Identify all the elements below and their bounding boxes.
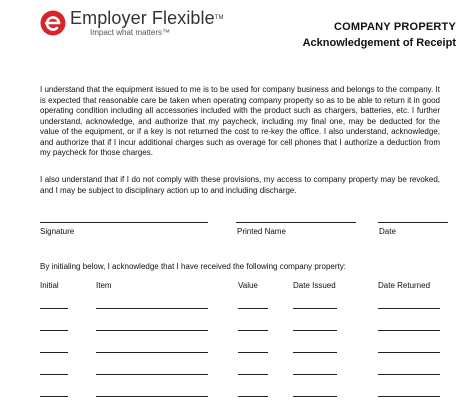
blank-date-returned-line[interactable] bbox=[378, 396, 440, 397]
blank-date-returned-line[interactable] bbox=[378, 352, 440, 353]
blank-date-issued-line[interactable] bbox=[293, 396, 337, 397]
date-label: Date bbox=[379, 227, 396, 236]
column-header-initial: Initial bbox=[40, 281, 59, 290]
blank-date-returned-line[interactable] bbox=[378, 374, 440, 375]
column-header-value: Value bbox=[238, 281, 258, 290]
company-logo bbox=[40, 8, 224, 38]
blank-value-line[interactable] bbox=[238, 374, 268, 375]
column-header-date-issued: Date Issued bbox=[293, 281, 336, 290]
signature-line[interactable] bbox=[40, 222, 208, 223]
blank-value-line[interactable] bbox=[238, 352, 268, 353]
blank-initial-line[interactable] bbox=[40, 396, 68, 397]
brand-name: Employer Flexible™ bbox=[70, 8, 224, 28]
printed-name-line[interactable] bbox=[236, 222, 356, 223]
agreement-paragraph-2: I also understand that if I do not comply with these provisions, my access to company property may be revoked, and I may be subject to disciplinary action up to and including discharge. bbox=[40, 175, 440, 195]
column-header-item: Item bbox=[96, 281, 112, 290]
blank-initial-line[interactable] bbox=[40, 352, 68, 353]
column-header-date-returned: Date Returned bbox=[378, 281, 431, 290]
date-line[interactable] bbox=[378, 222, 448, 223]
document-subtitle: Acknowledgement of Receipt bbox=[302, 37, 456, 49]
blank-date-returned-line[interactable] bbox=[378, 308, 440, 309]
blank-value-line[interactable] bbox=[238, 396, 268, 397]
blank-date-issued-line[interactable] bbox=[293, 308, 337, 309]
signature-label: Signature bbox=[40, 227, 75, 236]
property-intro-text: By initialing below, I acknowledge that I have received the following company property: bbox=[40, 262, 346, 271]
blank-date-returned-line[interactable] bbox=[378, 330, 440, 331]
blank-item-line[interactable] bbox=[96, 308, 208, 309]
blank-initial-line[interactable] bbox=[40, 374, 68, 375]
blank-item-line[interactable] bbox=[96, 330, 208, 331]
blank-date-issued-line[interactable] bbox=[293, 352, 337, 353]
blank-item-line[interactable] bbox=[96, 396, 208, 397]
blank-date-issued-line[interactable] bbox=[293, 374, 337, 375]
blank-value-line[interactable] bbox=[238, 330, 268, 331]
agreement-paragraph-1: I understand that the equipment issued to me is to be used for company business and belongs to the company. It is expected that reasonable care be taken when operating company property so as to be able to return it in good operating condition including all accessories included with the product such as chargers, batteries, etc. I further understand, acknowledge, and authorize that my paycheck, including my final one, may be deducted for the value of the equipment, or if a key is not returned the cost to re-key the office. I also understand, acknowledge, and authorize that if I incur additional charges such as overage for cell phones that I authorize a deduction from my paycheck for those charges. bbox=[40, 85, 440, 157]
blank-value-line[interactable] bbox=[238, 308, 268, 309]
trademark-mark: TM bbox=[214, 15, 224, 21]
blank-initial-line[interactable] bbox=[40, 308, 68, 309]
document-title-block bbox=[303, 20, 456, 50]
blank-item-line[interactable] bbox=[96, 374, 208, 375]
blank-item-line[interactable] bbox=[96, 352, 208, 353]
brand-tagline: Impact what matters™ bbox=[90, 28, 171, 37]
blank-date-issued-line[interactable] bbox=[293, 330, 337, 331]
employer-flexible-logo-icon bbox=[40, 10, 66, 36]
blank-initial-line[interactable] bbox=[40, 330, 68, 331]
document-title: COMPANY PROPERTY bbox=[334, 21, 456, 33]
printed-name-label: Printed Name bbox=[237, 227, 286, 236]
